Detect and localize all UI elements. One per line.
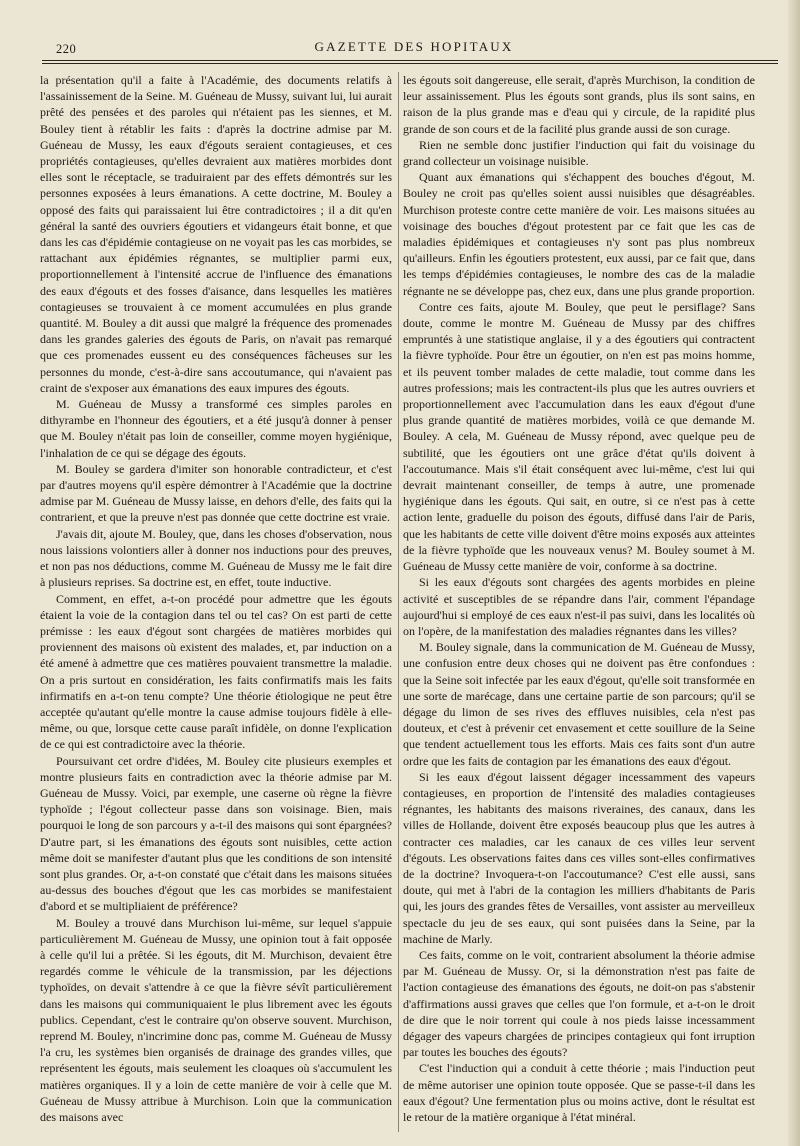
paragraph: Si les eaux d'égouts sont chargées des agents morbides en pleine activité et susceptibles de se répandre dans l'air, comment l'épandage aujourd'hui si employé de ces eaux n'est-il pas suivi, dans les localités où on l'opère, de la manifestation des maladies régnantes dans les villes? <box>403 575 755 638</box>
paragraph: Comment, en effet, a-t-on procédé pour admettre que les égouts étaient la voie de la contagion dans tel ou tel cas? On est parti de cette prémisse : les eaux d'égout sont chargées de matières morbides qui proviennent des maisons où existent des malades, et, par induction on a été amené à admettre que ces matières pouvaient transmettre la maladie. On a pris surtout en considération, les faits confirmatifs mais les faits infirmatifs en a-t-on tenu compte? Une théorie étiologique ne peut être acceptée qu'autant qu'elle montre la cause admise toujours fidèle à elle-même, ou que, lorsque cette cause paraît infidèle, on donne l'explication de ce qui est contradictoire avec la théorie. <box>40 591 392 752</box>
paragraph: C'est l'induction qui a conduit à cette théorie ; mais l'induction peut de même autoriser une opinion toute opposée. Que se passe-t-il dans les eaux d'égout? Une fermentation plus ou moins active, dont le résultat est le retour de la matière organique à l'état minéral. <box>403 1061 755 1124</box>
paragraph: les égouts soit dangereuse, elle serait, d'après Murchison, la condition de leur assainissement. Plus les égouts sont grands, plus ils sont sains, en raison de la plus grande mas e d'eau qui y circule, de la rapidité plus grande de son cours et de la facilité plus grande aussi de son curage. <box>403 73 755 136</box>
paragraph: Poursuivant cet ordre d'idées, M. Bouley cite plusieurs exemples et montre plusieurs faits en contradiction avec la théorie admise par M. Guéneau de Mussy. Voici, par exemple, une caserne où règne la fièvre typhoïde ; l'égout collecteur passe dans son voisinage. Bien, mais pourquoi le long de son parcours y a-t-il des maisons qui sont épargnées? D'autre part, si les émanations des égouts sont nuisibles, cette action même doit se manifester d'autant plus que les conditions de son intensité sont plus grandes. Or, a-t-on constaté que c'était dans les maisons situées au-dessus des bouches d'égout que les cas morbides se manifestaient d'abord et se multipliaient de préférence? <box>40 753 392 914</box>
running-title: GAZETTE DES HOPITAUX <box>314 39 514 54</box>
paragraph: Rien ne semble donc justifier l'induction qui fait du voisinage du grand collecteur un voisinage nuisible. <box>403 137 755 169</box>
paragraph: M. Bouley a trouvé dans Murchison lui-même, sur lequel s'appuie particulièrement M. Guéneau de Mussy, une opinion tout à fait opposée à celle qu'il lui a prêtée. Si les égouts, dit M. Murchison, devaient être regardés comme le véhicule de la transmission, par les déjections typhoïdes, on devait s'attendre à ce que la fièvre sévît particulièrement dans les maisons qui communiquaient le plus librement avec les égouts publics. Cependant, c'est le contraire qu'on observe souvent. Murchison, reprend M. Bouley, n'incrimine donc pas, comme M. Guéneau de Mussy l'a cru, les systèmes bien organisés de drainage des grandes villes, que représentent les égouts, mais seulement les cloaques où s'accumulent les matières organiques. Il y a loin de cette manière de voir à celle que M. Guéneau de Mussy attribue à Murchison. Loin que la communication des maisons avec <box>40 915 392 1124</box>
paragraph: J'avais dit, ajoute M. Bouley, que, dans les choses d'observation, nous nous laissions volontiers aller à donner nos inductions pour des preuves, et non pas nos déductions, comme M. Guéneau de Mussy me le fait dire à plusieurs reprises. Sa doctrine est, en effet, toute inductive. <box>40 526 392 590</box>
paragraph: M. Guéneau de Mussy a transformé ces simples paroles en dithyrambe en l'honneur des égoutiers, et a été jusqu'à donner à penser que M. Bouley n'était pas loin de conseiller, comme moyen hygiénique, l'inhalation de ce qui se dégage des égouts. <box>40 397 392 460</box>
paragraph: Ces faits, comme on le voit, contrarient absolument la théorie admise par M. Guéneau de Mussy. Or, si la démonstration n'est pas faite de l'action contagieuse des émanations des égouts, ne doit-on pas s'abstenir d'affirmations aussi graves que celles que l'on formule, et a-t-on le droit de dire que le noir torrent qui coule à nos pieds laisse incessamment dégager des vapeurs chargées de principes contagieux qui font irruption par toutes les bouches des égouts? <box>403 947 755 1060</box>
column-divider <box>398 72 399 1132</box>
paragraph: M. Bouley signale, dans la communication de M. Guéneau de Mussy, une confusion entre deux choses qui ne doivent pas être confondues : que la Seine soit infectée par les eaux d'égout, qu'elle soit transformée en une sorte de marécage, dans une certaine partie de son parcours; qu'il se dégage du limon de ses rives des effluves nuisibles, cela n'est pas douteux, et c'est à prévenir cet envasement et cette souillure de la Seine que tendent actuellement tous les efforts. Mais ces faits sont d'un autre ordre que les faits de contagion par les émanations des eaux d'égout. <box>403 640 755 768</box>
paragraph: Contre ces faits, ajoute M. Bouley, que peut le persiflage? Sans doute, comme le montre M. Guéneau de Mussy par des chiffres empruntés à une statistique anglaise, il y a des égoutiers qui contractent la fièvre typhoïde. Pour être un égoutier, on n'en est pas moins homme, et ils peuvent tomber malades de cette maladie, tout comme dans les autres professions; mais les contractent-ils plus que les autres ouvriers et proportionnellement avec l'accumulation dans les eaux d'égout d'une plus grande quantité de matières morbides, voilà ce que demande M. Bouley. A cela, M. Guéneau de Mussy répond, avec quelque peu de subtilité, que les égoutiers ont une grâce d'état qu'ils doivent à l'accoutumance. Mais s'il était conséquent avec lui-même, c'est lui qui devrait maintenant conseiller, de temps à autre, une promenade hygiénique dans les égouts. Qui sait, en outre, si ce n'est pas à cette action lente, graduelle du poison des égouts, diffusé dans l'air de Paris, que les habitants de cette ville doivent d'être moins exposés aux atteintes de la fièvre typhoïde que les nouveaux venus? M. Bouley soumet à M. Guéneau de Mussy cette manière de voir, conforme à sa doctrine. <box>403 299 755 574</box>
header-rule-thin <box>42 63 778 64</box>
paragraph: M. Bouley se gardera d'imiter son honorable contradicteur, et c'est par d'autres moyens qu'il espère démontrer à l'Académie que la doctrine admise par M. Guéneau de Mussy laisse, en dehors d'elle, des faits qui la contrarient, et que la preuve n'est pas donnée que cette doctrine est vraie. <box>40 461 392 525</box>
header-rule <box>42 60 778 61</box>
paragraph: Si les eaux d'égout laissent dégager incessamment des vapeurs contagieuses, en proportion de l'intensité des maladies contagieuses régnantes, les habitants des maisons riveraines, des canaux, dans les villes de Hollande, doivent être exposés beaucoup plus que les autres à contracter ces maladies, car les canaux de ces villes leur servent d'égouts. Les observations faites dans ces villes sont-elles confirmatives de la doctrine? Invoquera-t-on l'accoutumance? C'est elle aussi, sans doute, qui met à l'abri de la contagion les milliers d'habitants de Paris qui, les jours des grandes fêtes de Versailles, vont assister au merveilleux spectacle du jeu de ses eaux, qui sont puisées dans la Seine, par la machine de Marly. <box>403 769 755 946</box>
paragraph: Quant aux émanations qui s'échappent des bouches d'égout, M. Bouley ne croit pas qu'elles soient aussi nuisibles que désagréables. Murchison proteste contre cette manière de voir. Les maisons situées au voisinage des bouches d'égout protestent par ce fait que les cas de maladies épidémiques et contagieuses n'y sont pas plus nombreux qu'ailleurs. Enfin les égoutiers protestent, eux aussi, par ce fait que, dans les temps d'épidémies contagieuses, le nombre des cas de la maladie régnante ne se développe pas, chez eux, dans une plus grande proportion. <box>403 170 755 298</box>
binding-edge <box>788 0 800 1146</box>
page-number: 220 <box>56 42 77 56</box>
left-column <box>40 72 392 1132</box>
right-column <box>403 72 755 1132</box>
page-header <box>52 36 776 58</box>
paragraph: la présentation qu'il a faite à l'Académie, des documents relatifs à l'assainissement de la Seine. M. Guéneau de Mussy, suivant lui, lui aurait prêté des pensées et des paroles qui n'étaient pas les siennes, et M. Bouley tient à rétablir les faits : d'après la doctrine admise par M. Guéneau de Mussy, les eaux d'égouts seraient contagieuses, et ces propriétés contagieuses, qu'elles devraient aux matières morbides dont elles sont le réceptacle, se traduiraient par des effets démontrés sur les personnes exposées à leurs émanations. A cette doctrine, M. Bouley a opposé des faits qui paraissaient lui être contradictoires ; il a dit qu'en général la santé des ouvriers égoutiers et vidangeurs était bonne, et que dans les cas d'épidémie contagieuse on ne voyait pas les cas morbides, se rattachant aux épidémies régnantes, se multiplier parmi eux, proportionnellement à l'intensité accrue de l'influence des émanations des eaux d'égouts et des fosses d'aisance, dans lesquelles les matières contagieuses se trouvaient à ce moment accumulées en plus grande quantité. M. Bouley a dit aussi que malgré la fréquence des promenades dans les grandes galeries des égouts de Paris, on n'avait pas remarqué que ces promenades eussent eu des conséquences fâcheuses sur les personnes du monde, c'est-à-dire sans accoutumance, qui n'avaient pas craint de s'exposer aux émanations des eaux impures des égouts. <box>40 73 392 395</box>
